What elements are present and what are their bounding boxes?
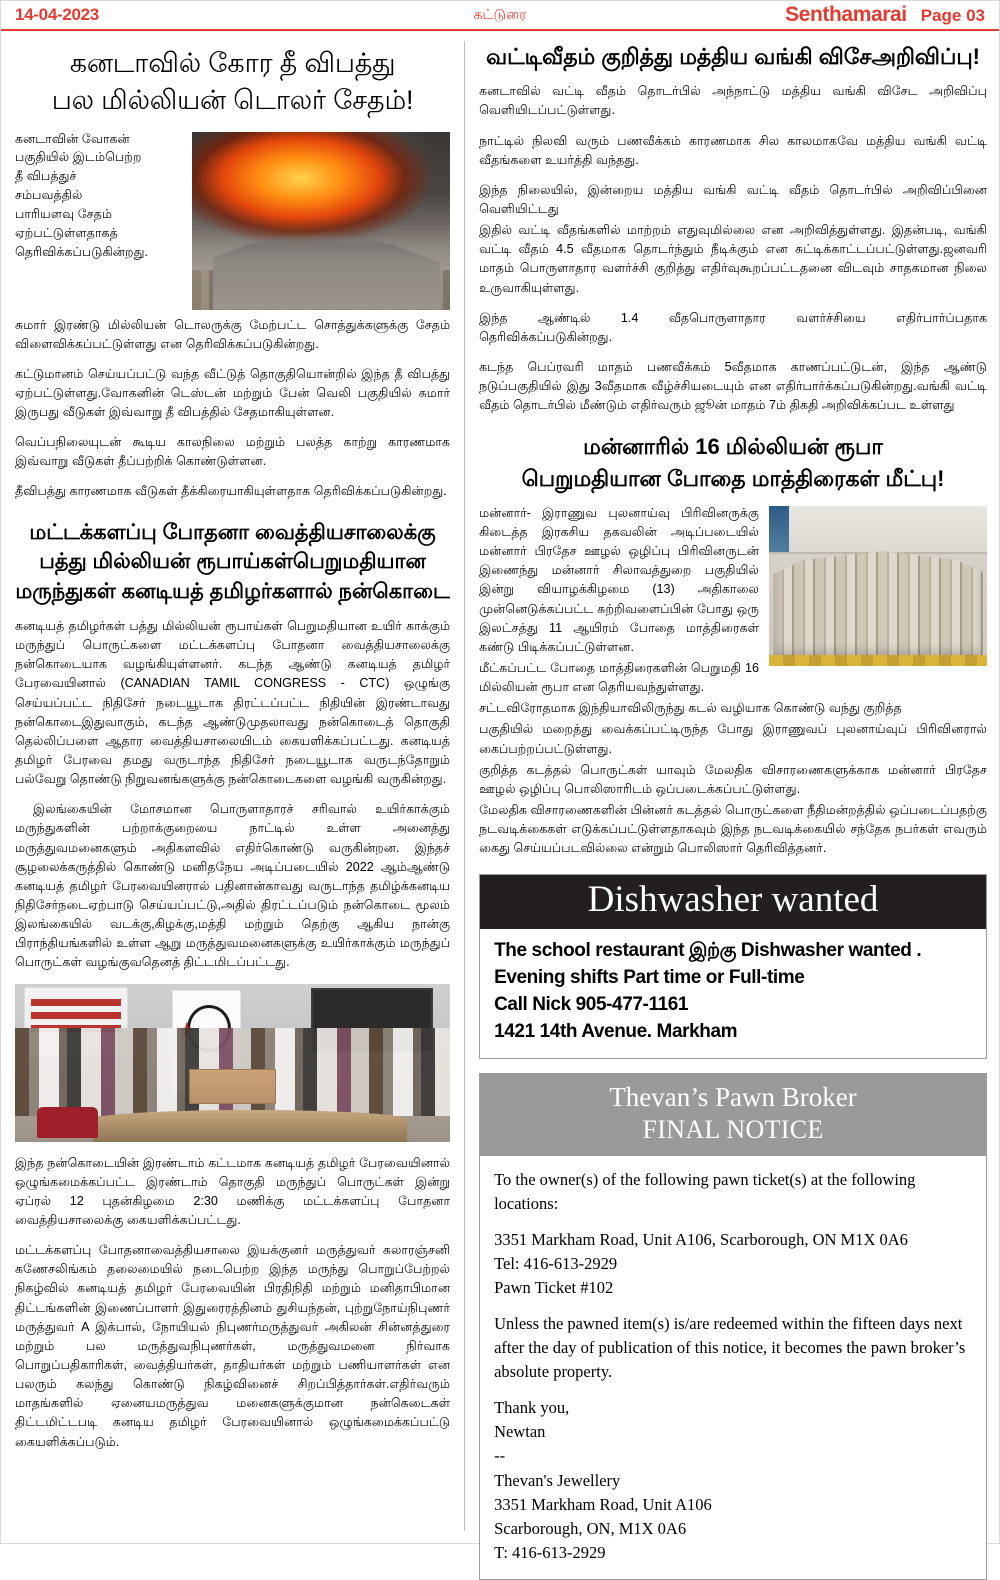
pawn-ad-body [480, 1156, 986, 1579]
narcotics-paragraph-4: பகுதியில் மறைத்து வைக்கப்பட்டிருந்த போது இராணுவப் புலனாய்வுப் பிரிவினரால் கைப்பற்றப்பட்டுள்ளது. [479, 722, 987, 756]
fire-paragraph-1: சுமார் இரண்டு மில்லியன் டொலருக்கு மேற்பட்ட சொத்துக்களுக்கு சேதம் விளைவிக்கப்பட்டுள்ளது என தெரிவிக்கப்படுகின்றது. [15, 317, 451, 351]
pawn-broker-ad[interactable] [479, 1073, 987, 1580]
article-narcotics-headline [479, 431, 987, 493]
left-column [1, 37, 464, 1541]
pawn-ad-location-block [494, 1228, 972, 1300]
article-donation-headline [15, 518, 450, 607]
burning-building-photo [192, 132, 450, 310]
rate-paragraph-4: இதில் வட்டி வீதங்களில் மாற்றம் எதுவுமில்லை என அறிவித்துள்ளது. இதன்படி, வங்கி வட்டி வீதம் 4.5 வீதமாக தொடர்ந்தும் நீடிக்கும் என சுட்டிக்காட்டப்பட்டுள்ளது.ஜனவரி மாதம் பொருளாதார வளர்ச்சி குறித்து எதிர்வுகூறப்பட்டதனை விடவும் சாதகமான நிலை உருவாகியுள்ளது. [479, 223, 987, 295]
pawn-ad-tel-1[interactable]: Tel: 416-613-2929 [494, 1253, 618, 1273]
right-column [465, 37, 999, 1562]
pawn-ad-title-line-2: FINAL NOTICE [642, 1114, 824, 1144]
headline-line-2: பல மில்லியன் டொலர் சேதம்! [51, 85, 414, 116]
narcotics-paragraph-6: மேலதிக விசாரணைகளின் பின்னர் கடத்தல் பொருட்களை நீதிமன்றத்தில் ஒப்படைப்பதற்கு நடவடிக்கைகள் எடுக்கப்பட்டுள்ளதாகவும் இந்த நடவடிக்கையில் சந்தேக நபர்கள் எவரும் கைது செய்யப்படவில்லை என்றும் பொலிஸார் தெரிவித்தனர். [479, 802, 987, 856]
donation-headline-line-2: பத்து மில்லியன் ரூபாய்கள்பெறுமதியான [39, 550, 426, 574]
rate-paragraph-5: இந்த ஆண்டில் 1.4 வீதபொருளாதார வளர்ச்சியை எதிர்பார்ப்பதாக தெரிவிக்கப்படுகின்றது. [479, 310, 987, 344]
pawn-ad-company: Thevan's Jewellery [494, 1470, 621, 1490]
pawn-ad-separator: -- [494, 1446, 506, 1466]
page-number: Page 03 [920, 6, 985, 25]
dishwasher-ad-line-1: The school restaurant இற்கு Dishwasher wanted . [494, 940, 922, 961]
pawn-ad-thanks: Thank you, [494, 1398, 570, 1418]
pawn-ad-city: Scarborough, ON, M1X 0A6 [494, 1518, 687, 1538]
dishwasher-ad-title: Dishwasher wanted [480, 875, 986, 929]
pawn-ad-tel-2[interactable]: T: 416-613-2929 [494, 1542, 606, 1562]
dishwasher-ad-line-2: Evening shifts Part time or Full-time [494, 966, 805, 988]
narcotics-headline-line-2: பெறுமதியான போதை மாத்திரைகள் மீட்பு! [521, 465, 945, 491]
section-label: கட்டுரை [473, 5, 527, 22]
pawn-ad-title-line-1: Thevan’s Pawn Broker [609, 1081, 857, 1112]
article-interest-rate-headline: வட்டிவீதம் குறித்து மத்திய வங்கி விசேஅறிவிப்பு! [486, 44, 981, 69]
pawn-ad-terms: Unless the pawned item(s) is/are redeemed within the fifteen days next after the day of publication of this notice, it becomes the pawn broker’s absolute property. [494, 1314, 966, 1382]
medicine-boxes [189, 1069, 276, 1104]
donation-paragraph-2: இலங்கையின் மோசமான பொருளாதாரச் சரிவால் உயிர்காக்கும் மருந்துகளின் பற்றாக்குறையை நாட்டில் உள்ள அனைத்து மருத்துவமனைகளும் அதிகளவில் எதிர்கொண்டு வருகின்றன. இந்தச் சூழலைக்கருத்தில் கொண்டு மனிதநேய அடிப்படையில் 2022 ஆம்ஆண்டு கனடியத் தமிழர் பேரவையினரால் பதினான்காவது வருடாந்த தமிழ்க்கனடிய நிதிசேர்நடைஏற்பாடு செய்யப்பட்டு,அதில் திரட்டப்படும் நன்கொடை மூலம் இலங்கையில் வடக்கு,கிழக்கு,மத்தி மற்றும் தெற்கு ஆகிய நான்கு பிராந்தியங்களில் உள்ள ஆறு மருத்துவமனைகளுக்கு உயிர்காக்கும் மருந்துப் பொருட்கள் வழங்குவதெனத் திட்டமிடப்பட்டது. [15, 802, 451, 970]
pawn-ad-signer: Newtan [494, 1422, 546, 1442]
headline-line-1: கனடாவில் கோர தீ விபத்து [69, 48, 396, 78]
pawn-ad-title [480, 1074, 986, 1156]
fire-lead-block [15, 130, 450, 316]
narcotics-photo-figure [769, 506, 987, 666]
masthead-right [785, 3, 985, 27]
donation-headline-line-1: மட்டக்களப்பு போதனா வைத்தியசாலைக்கு [29, 520, 436, 544]
article-fire-headline [15, 45, 450, 120]
conference-table [93, 1110, 406, 1142]
dishwasher-ad-address: 1421 14th Avenue. Markham [494, 1020, 738, 1042]
donation-headline-line-3: மருந்துகள் கனடியத் தமிழர்களால் நன்கொடை [15, 580, 450, 604]
pawn-ad-address-2: 3351 Markham Road, Unit A106 [494, 1494, 712, 1514]
photo-background-door [769, 506, 987, 554]
pawn-ad-intro: To the owner(s) of the following pawn ticket(s) at the following locations: [494, 1169, 916, 1213]
masthead [1, 1, 999, 31]
stacked-packets [773, 544, 982, 659]
narcotics-paragraph-3: சட்டவிரோதமாக இந்தியாவிலிருந்து கடல் வழியாக கொண்டு வந்து குறித்த [479, 701, 902, 716]
narcotics-paragraph-2: மீட்கப்பட்ட போதை மாத்திரைகளின் பெறுமதி 16 மில்லியன் ரூபா என தெரியவந்துள்ளது. [479, 660, 759, 695]
pawn-ad-address-1: 3351 Markham Road, Unit A106, Scarborough, ON M1X 0A6 [494, 1229, 908, 1249]
rate-paragraph-3: இந்த நிலையில், இன்றைய மத்திய வங்கி வட்டி வீதம் தொடர்பில் அறிவிப்பினை வெளியிட்டது [479, 182, 987, 216]
floor-mat [769, 655, 987, 666]
pawn-ad-signature-block [494, 1396, 972, 1565]
seized-narcotics-stacks-photo [769, 506, 987, 666]
rate-paragraph-6: கடந்த பெப்ரவரி மாதம் பணவீக்கம் 5வீதமாக காணப்பட்டுடன், இந்த ஆண்டு நடுப்பகுதியில் இது 3வீதமாக வீழ்ச்சியடையும் என எதிர்பார்க்கப்படுகின்றது.வங்கி வட்டி வீதம் தொடர்பில் மீண்டும் எதிர்வரும் ஜூன் மாதம் 7ம் திகதி அறிவிக்கப்பட உள்ளது [479, 359, 987, 413]
paper-name: Senthamarai [785, 3, 907, 26]
fire-lead-text: கனடாவின் வோகன் பகுதியில் இடம்பெற்ற தீ விபத்துச் சம்பவத்தில் பாரியளவு சேதம் ஏற்பட்டுள்ளதாகத் தெரிவிக்கப்படுகின்றது. [15, 131, 149, 259]
publication-date: 14-04-2023 [15, 5, 99, 24]
rate-paragraph-2: நாட்டில் நிலவி வரும் பணவீக்கம் காரணமாக சில காலமாகவே மத்திய வங்கி வட்டி வீதங்களை உயர்த்தி வந்தது. [479, 133, 987, 167]
dishwasher-ad-body [480, 929, 986, 1058]
donation-paragraph-4: மட்டக்களப்பு போதனாவைத்தியசாலை இயக்குனர் மருத்துவர் கலாரஞ்சனி கணேசலிங்கம் தலைமையில் நடைபெற்ற இந்த மருந்து பொறுப்பேற்றல் நிகழ்வில் கனடியத் தமிழர் பேரவையின் பிரதிநிதி மற்றும் மனிதாபிமான திட்டங்களின் இணைப்பாளர் இதுரைரத்தினம் துசியந்தன், புற்றுநோய்நிபுணர் மருத்துவர் A இக்பால், நோயியல் நிபுணர்மருத்துவர் அகிலன் சின்னத்துரை மற்றும் பல மருத்துவநிபுணர்கள், மருத்துவமனை நிர்வாக பொறுப்பதிகாரிகள், வைத்தியர்கள், தாதியர்கள் மற்றும் பணியாளர்கள் என பலரும் கலந்து கொண்டு நிகழ்வினைச் சிறப்பித்தார்கள்.எதிர்வரும் மாதங்களில் ஏனையமருத்துவ மனைகளுக்குமான நன்கெடைகள் திட்டமிட்டபடி கனடிய தமிழர் பேரவையினால் ஒழுங்கமைக்கப்பட்டு கையளிக்கப்படும். [15, 1243, 451, 1449]
narcotics-headline-line-1: மன்னாரில் 16 மில்லியன் ரூபா [583, 434, 883, 460]
photo-foreground-rubble [192, 270, 450, 309]
fire-photo-figure [192, 132, 450, 310]
narcotics-paragraph-5: குறித்த கடத்தல் பொருட்கள் யாவும் மேலதிக விசாரணைகளுக்காக மன்னார் பிரதேச ஊழல் ஒழிப்பு பொலிஸாரிடம் ஒப்படைக்கப்பட்டுள்ளது. [479, 762, 987, 796]
donation-paragraph-1: கனடியத் தமிழர்கள் பத்து மில்லியன் ரூபாய்கள் பெறுமதியான உயிர் காக்கும் மருந்துப் பொருட்களை மட்டக்களப்பு போதனா வைத்தியசாலைக்கு நன்கொடையாக வழங்கியுள்ளனர். கடந்த ஆண்டு கனடியத் தமிழர் பேரவையினால் (CANADIAN TAMIL CONGRESS - CTC) ஒழுங்கு செய்யப்பட்ட நிதிசேர் நடையூடாக திரட்டப்பட்ட நிதியின் இரண்டாவது நன்கொடைஇதுவாகும், கடந்த ஆண்டுமுதலாவது நன்கொடைத் தொகுதி தெல்லிப்பளை ஆதார வைத்தியசாலையிடம் கையளிக்கப்பட்டது. கனடியத் தமிழர் பேரவை தமது வருடாந்த நிதிசேர் நடையூடாக வருடந்தோறும் பல்வேறு தொண்டு நிறுவனங்களுக்கு நன்கொடைகளை வழங்கி வருகின்றது. [15, 619, 451, 787]
fire-paragraph-4: தீவிபத்து காரணமாக வீடுகள் தீக்கிரையாகியுள்ளதாக தெரிவிக்கப்படுகின்றது. [15, 484, 447, 499]
fire-paragraph-2: கட்டுமானம் செய்யப்பட்டு வந்த வீட்டுத் தொகுதியொன்றில் இந்த தீ விபத்து ஏற்பட்டுள்ளது.வோகனின் டெஸ்டன் மற்றும் பேன் வெலி பகுதியில் சுமார் இருபது வீடுகள் இவ்வாறு தீ விபத்தில் சேதமாகியுள்ளன. [15, 366, 451, 420]
red-chair [37, 1107, 98, 1139]
rate-paragraph-1: கனடாவில் வட்டி வீதம் தொடர்பில் அந்நாட்டு மத்திய வங்கி விசேட அறிவிப்பு வெளியிடப்பட்டுள்ளது. [479, 84, 987, 118]
page-columns [1, 31, 999, 1562]
dishwasher-ad-phone[interactable]: Call Nick 905-477-1161 [494, 993, 689, 1015]
ctc-donation-handover-photo [15, 984, 450, 1142]
fire-paragraph-3: வெப்பநிலையுடன் கூடிய காலநிலை மற்றும் பலத்த காற்று காரணமாக இவ்வாறு வீடுகள் தீப்பற்றிக் கொண்டுள்ளன. [15, 435, 451, 469]
pawn-ad-ticket-number: Pawn Ticket #102 [494, 1277, 614, 1297]
donation-paragraph-3: இந்த நன்கொடையின் இரண்டாம் கட்டமாக கனடியத் தமிழர் பேரவையினால் ஒழுங்கமைக்கப்பட்ட இரண்டாம் தொகுதி மருந்துப் பொருட்கள் இன்று ஏப்ரல் 12 புதன்கிழமை 2:30 மணிக்கு மட்டக்களப்பு போதனா வைத்தியசாலைக்கு கையளிக்கப்பட்டது. [15, 1155, 451, 1228]
narcotics-paragraph-1: மன்னார்- இராணுவ புலனாய்வு பிரிவினருக்கு கிடைத்த இரகசிய தகவலின் அடிப்படையில் மன்னார் பிரதேச ஊழல் ஒழிப்பு பிரிவினருடன் இணைந்து மன்னார் சிலாவத்துறை பகுதியில் இன்று வியாழக்கிழமை (13) அதிகாலை முன்னெடுக்கப்பட்ட சுற்றிவளைப்பின் போது ஒரு இலட்சத்து 11 ஆயிரம் போதை மாத்திரைகள் கண்டு பிடிக்கப்பட்டுள்ளன. [479, 505, 759, 654]
dishwasher-ad[interactable] [479, 874, 987, 1059]
